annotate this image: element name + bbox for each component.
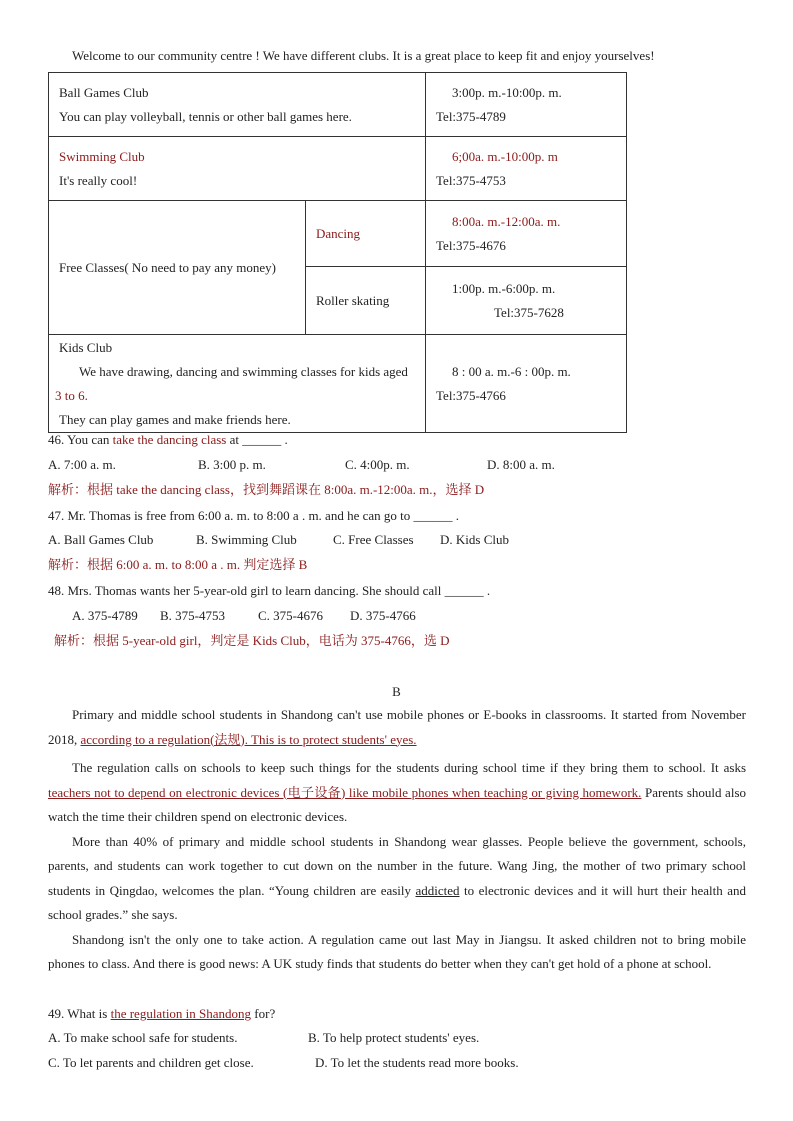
q46-option-c: C. 4:00p. m. xyxy=(345,457,410,472)
passage-p3 xyxy=(48,830,746,928)
roller-time: 1:00p. m.-6:00p. m. xyxy=(452,280,556,296)
dancing-name: Dancing xyxy=(306,201,426,267)
passage-p2 xyxy=(48,756,746,830)
q46-post: at ______ . xyxy=(226,432,288,447)
q49-highlight: the regulation in Shandong xyxy=(110,1006,252,1021)
q47-stem: 47. Mr. Thomas is free from 6:00 a. m. to 8:00 a . m. and he can go to ______ . xyxy=(48,508,459,523)
q47-explanation: 解析：根据 6:00 a. m. to 8:00 a . m. 判定选择 B xyxy=(48,557,308,572)
q47-option-c: C. Free Classes xyxy=(333,532,414,547)
q48-option-d: D. 375-4766 xyxy=(350,608,416,623)
roller-tel: Tel:375-7628 xyxy=(494,304,564,320)
p3-underlined: addicted xyxy=(415,882,460,898)
q46-option-a: A. 7:00 a. m. xyxy=(48,457,116,472)
q49-option-d: D. To let the students read more books. xyxy=(315,1055,519,1070)
ball-club-tel: Tel:375-4789 xyxy=(436,108,506,124)
kids-club-name: Kids Club xyxy=(59,339,113,355)
q49-option-b: B. To help protect students' eyes. xyxy=(308,1030,480,1045)
p1-text: Primary and middle school students in Shandong can't use mobile phones or E-books in classrooms. It started from November 2018, xyxy=(48,707,746,747)
q47-option-b: B. Swimming Club xyxy=(196,532,297,547)
kids-row xyxy=(49,335,627,433)
swim-club-name: Swimming Club xyxy=(59,148,145,164)
passage-p1 xyxy=(48,703,746,752)
passage xyxy=(48,703,746,977)
p1-highlight: according to a regulation(法规). This is to protect students' eyes. xyxy=(80,731,417,747)
dancing-tel: Tel:375-4676 xyxy=(436,237,506,253)
free-classes-cell: Free Classes( No need to pay any money) xyxy=(49,201,306,335)
section-b-heading: B xyxy=(392,684,401,699)
kids-club-desc: We have drawing, dancing and swimming classes for kids aged xyxy=(79,363,408,379)
ball-club-desc: You can play volleyball, tennis or other ball games here. xyxy=(59,108,352,124)
q46-highlight: take the dancing class xyxy=(112,432,227,447)
kids-club-desc2: They can play games and make friends here. xyxy=(59,411,291,427)
q48-stem: 48. Mrs. Thomas wants her 5-year-old girl to learn dancing. She should call ______ . xyxy=(48,583,491,598)
q49-option-a: A. To make school safe for students. xyxy=(48,1030,238,1045)
q48-option-b: B. 375-4753 xyxy=(160,608,225,623)
p3-text: More than 40% of primary and middle school students in Shandong wear glasses. People believe the government, schools, parents, and students can work together to cut down on the number in the future. Wang Jing, the mother of two primary school students in Qingdao, welcomes the plan. “Young children are easily xyxy=(48,833,746,898)
clubs-table xyxy=(48,72,627,433)
swim-club-tel: Tel:375-4753 xyxy=(436,172,506,188)
q49-stem xyxy=(48,1006,275,1022)
swim-club-time: 6;00a. m.-10:00p. m xyxy=(452,148,558,164)
dancing-time: 8:00a. m.-12:00a. m. xyxy=(452,213,561,229)
q48-option-a: A. 375-4789 xyxy=(72,608,138,623)
swimming-row xyxy=(49,137,627,201)
q49-option-c: C. To let parents and children get close. xyxy=(48,1055,254,1070)
q46-option-b: B. 3:00 p. m. xyxy=(198,457,266,472)
kids-club-age: 3 to 6. xyxy=(55,387,88,403)
kids-club-tel: Tel:375-4766 xyxy=(436,387,506,403)
intro-text: Welcome to our community centre ! We have different clubs. It is a great place to keep fit and enjoy yourselves! xyxy=(72,48,655,63)
q49-post: for? xyxy=(251,1006,276,1021)
p2-text: The regulation calls on schools to keep such things for the students during school time if they bring them to school. It asks xyxy=(72,760,746,775)
q49-pre: 49. What is xyxy=(48,1006,111,1021)
p3-text-end: to electronic devices and it will hurt their health and school grades.” she says. xyxy=(48,882,746,922)
q46-pre: 46. You can xyxy=(48,432,113,447)
q47-option-a: A. Ball Games Club xyxy=(48,532,154,547)
p2-highlight: teachers not to depend on electronic devices (电子设备) like mobile phones when teaching or giving homework. xyxy=(48,784,642,800)
ball-club-name: Ball Games Club xyxy=(59,84,149,100)
dancing-row xyxy=(49,201,627,267)
roller-name: Roller skating xyxy=(306,267,426,335)
kids-club-time: 8 : 00 a. m.-6 : 00p. m. xyxy=(452,363,571,379)
ball-club-time: 3:00p. m.-10:00p. m. xyxy=(452,84,562,100)
swim-club-desc: It's really cool! xyxy=(59,172,138,188)
ball-games-row xyxy=(49,73,627,137)
q48-option-c: C. 375-4676 xyxy=(258,608,323,623)
q46-stem xyxy=(48,432,288,448)
q47-option-d: D. Kids Club xyxy=(440,532,509,547)
q46-explanation: 解析：根据 take the dancing class，找到舞蹈课在 8:00a. m.-12:00a. m.，选择 D xyxy=(48,482,485,497)
p2-text-end: Parents should also watch the time their children spend on electronic devices. xyxy=(48,784,746,824)
q48-explanation: 解析：根据 5-year-old girl，判定是 Kids Club，电话为 375-4766，选 D xyxy=(54,633,450,648)
q46-option-d: D. 8:00 a. m. xyxy=(487,457,555,472)
passage-p4: Shandong isn't the only one to take action. A regulation came out last May in Jiangsu. It asked children not to bring mobile phones to class. And there is good news: A UK study finds that students do better when they can't get hold of a phone at school. xyxy=(48,931,746,971)
